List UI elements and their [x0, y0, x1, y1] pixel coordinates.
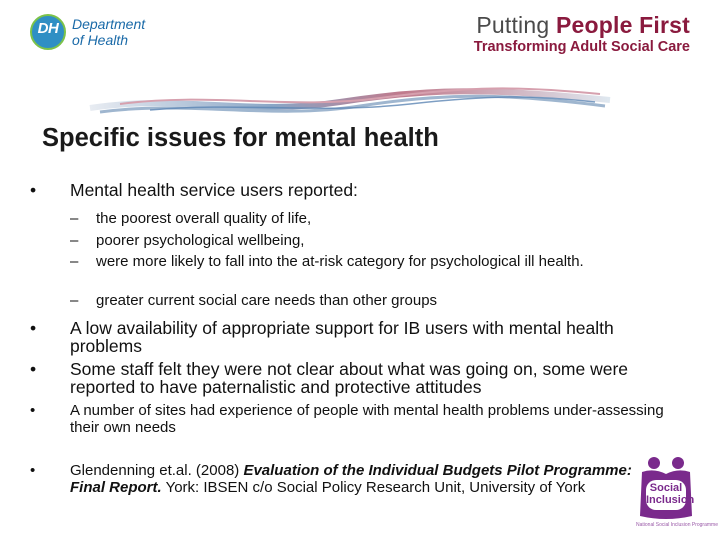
dash-marker: –: [70, 232, 79, 249]
brand-title-bold: People First: [555, 12, 690, 38]
bullet-marker: •: [30, 318, 37, 338]
sub-bullet-item: [70, 232, 676, 249]
citation-publisher: York: IBSEN c/o Social Policy Research Unit, University of York: [161, 479, 586, 496]
citation-title: Evaluation of the Individual Budgets Pilot Programme: Final Report.: [70, 462, 632, 496]
dash-marker: –: [70, 292, 79, 309]
sub-bullet-item: [70, 210, 676, 227]
sub-bullet-text: the poorest overall quality of life,: [96, 210, 312, 227]
dh-logo-line1: Department: [72, 16, 146, 32]
dh-logo-mark: DH: [37, 20, 59, 37]
dh-logo-line2: of Health: [72, 32, 129, 48]
sub-bullet-text: were more likely to fall into the at-risk category for psychological ill health.: [96, 253, 584, 270]
sub-bullet-item: [70, 292, 676, 309]
bullet-text: A number of sites had experience of people with mental health problems under-assessing their own needs: [70, 402, 664, 436]
bullet-marker: •: [30, 402, 36, 419]
social-inclusion-line2: Inclusion: [646, 494, 695, 506]
social-inclusion-wordmark: [646, 482, 695, 506]
social-inclusion-tagline: National Social Inclusion Programme: [636, 522, 718, 528]
brand-title-plain: Putting: [476, 12, 556, 38]
brand-subtitle: Transforming Adult Social Care: [473, 39, 690, 55]
bullet-marker: •: [30, 359, 37, 379]
social-inclusion-line1: Social: [649, 482, 683, 494]
social-inclusion-logo: [636, 456, 718, 532]
bullet-marker: •: [30, 462, 36, 479]
slide-title: Specific issues for mental health: [42, 124, 439, 152]
bullet-list: [30, 0, 718, 540]
citation-text: [70, 462, 670, 496]
bullet-text: A low availability of appropriate support for IB users with mental health problems: [70, 318, 614, 356]
sub-bullet-item: [70, 253, 676, 270]
bullet-text: Mental health service users reported:: [70, 180, 358, 200]
bullet-marker: •: [30, 180, 37, 200]
sub-bullet-text: greater current social care needs than other groups: [96, 292, 438, 309]
citation-authors: Glendenning et.al. (2008): [70, 462, 244, 479]
dash-marker: –: [70, 210, 79, 227]
sub-bullet-text: poorer psychological wellbeing,: [96, 232, 305, 249]
bullet-text: Some staff felt they were not clear about what was going on, some were reported to have paternalistic and protective attitudes: [70, 359, 629, 397]
dash-marker: –: [70, 253, 79, 270]
